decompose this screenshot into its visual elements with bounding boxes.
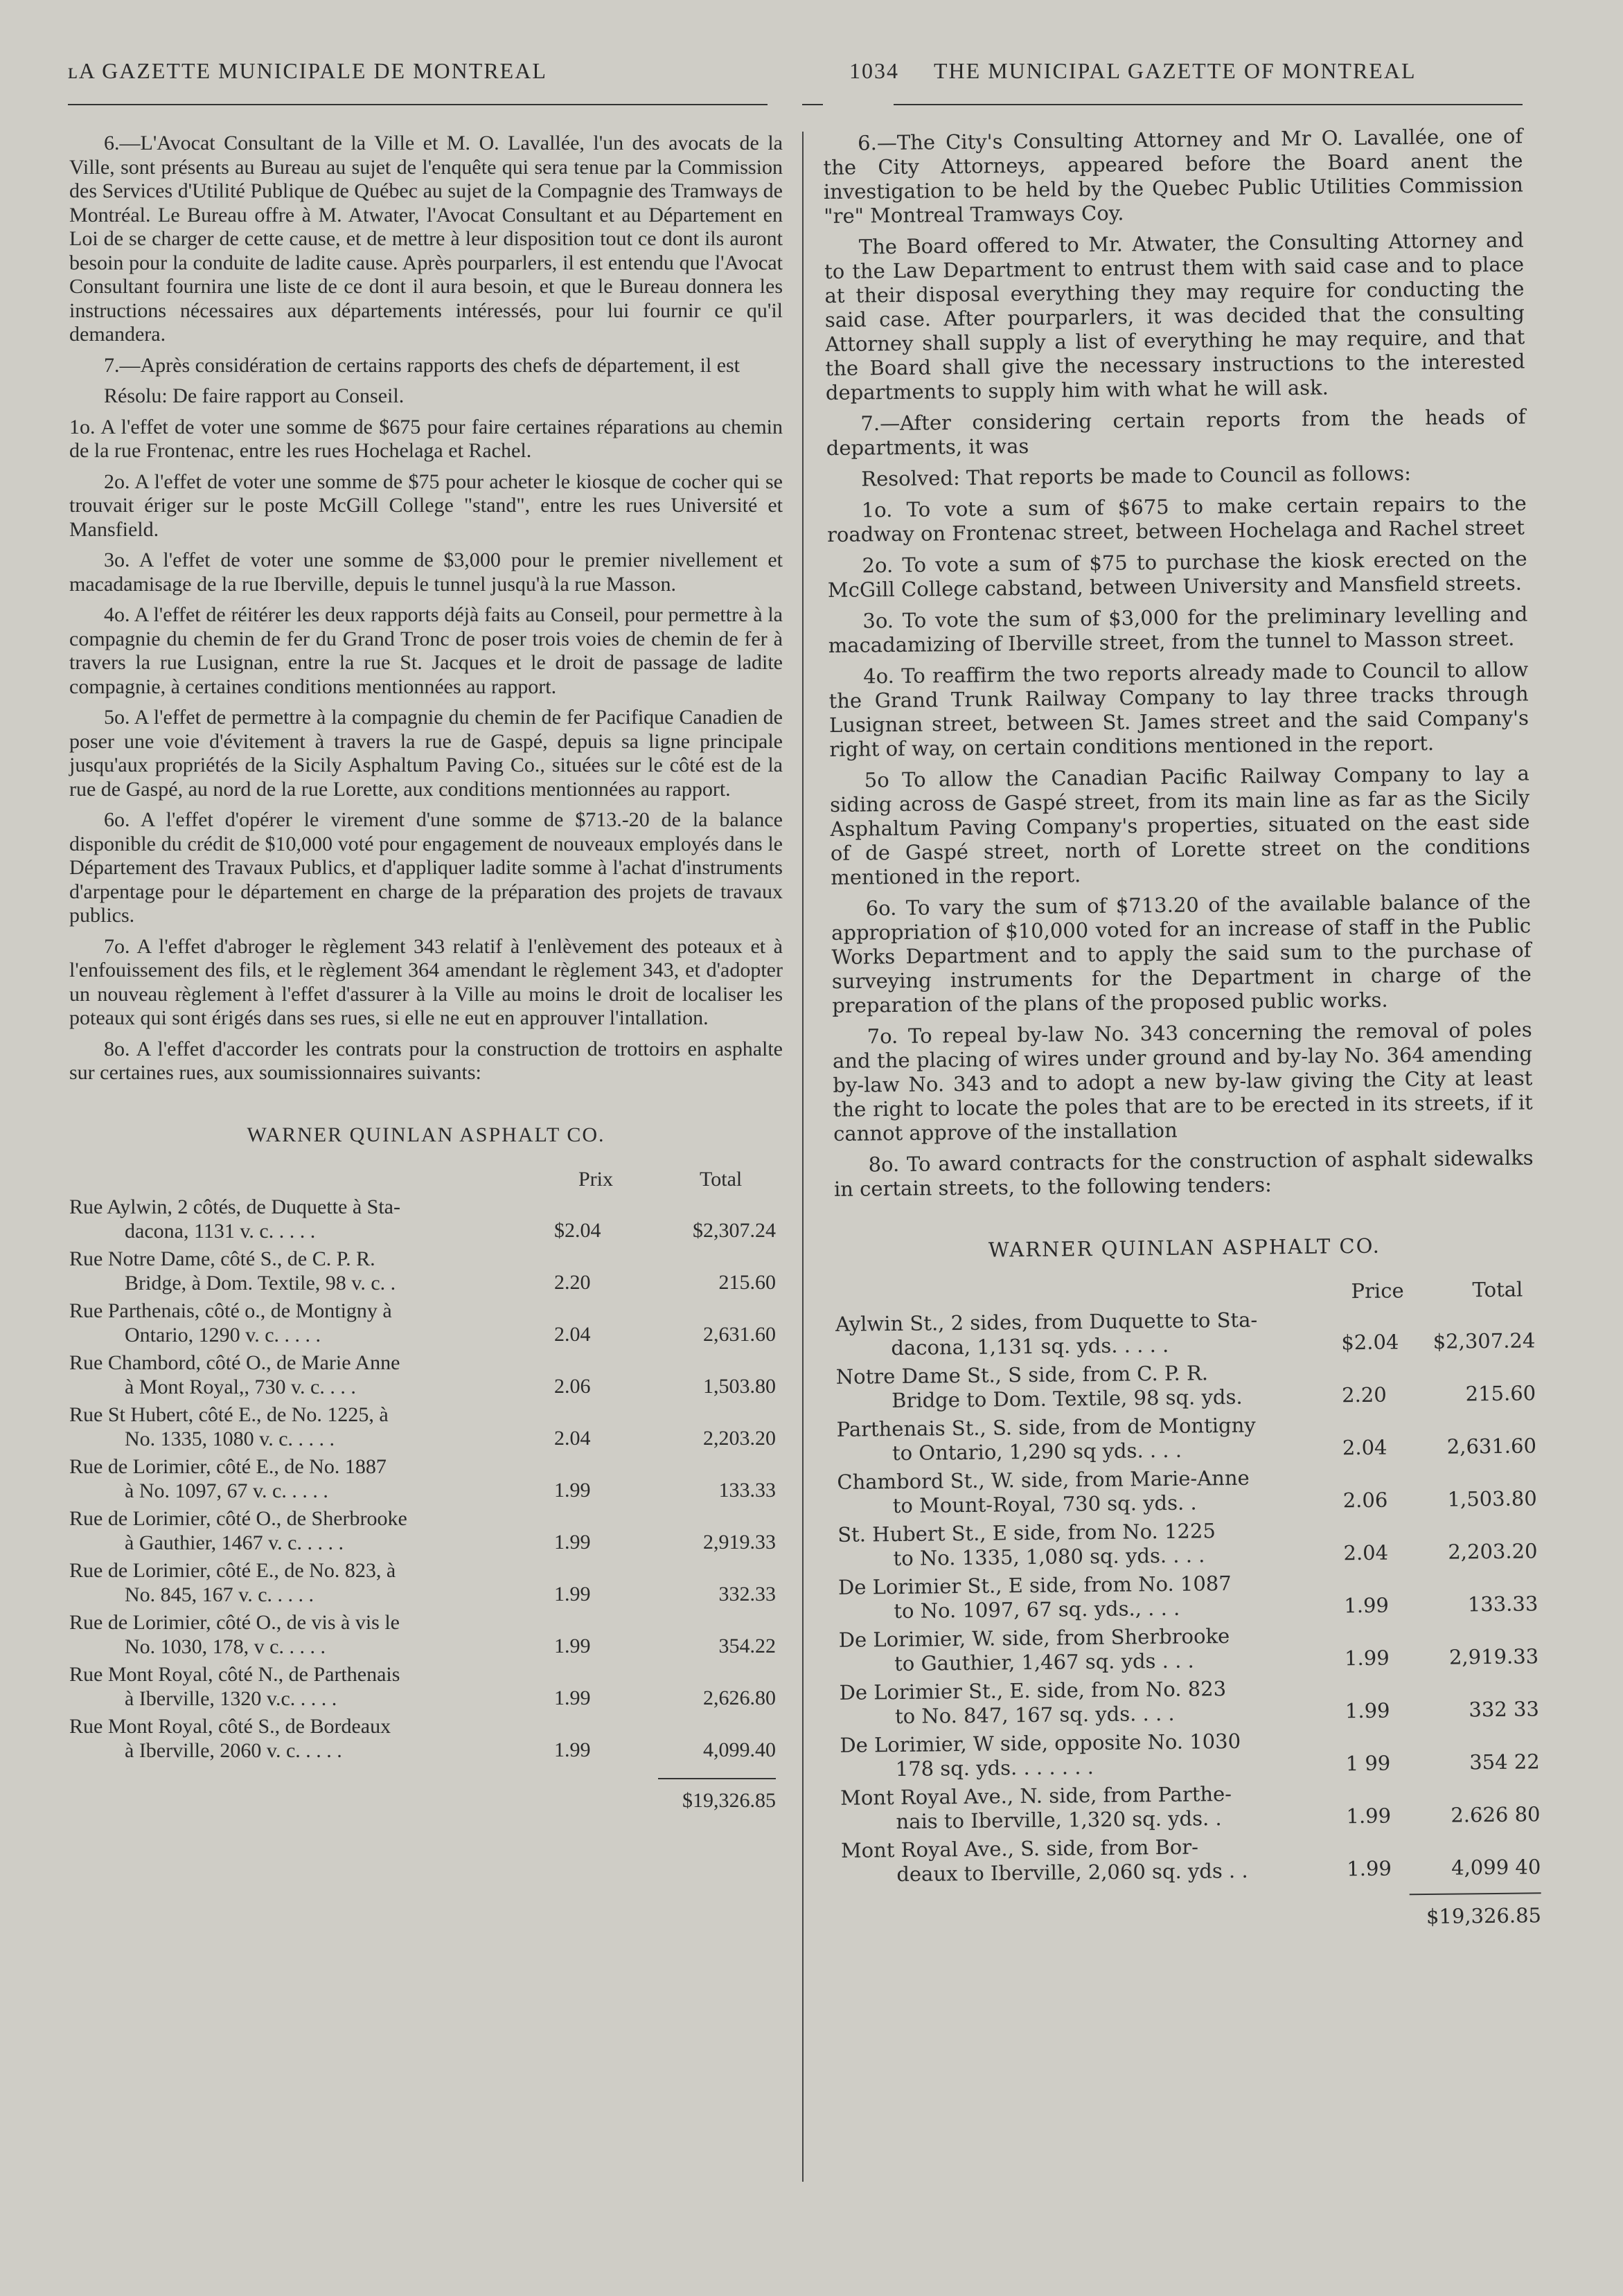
row-line-1: Rue Mont Royal, côté N., de Parthenais [69,1663,400,1686]
fr-table-title: WARNER QUINLAN ASPHALT CO. [247,1123,605,1146]
table-row [69,1403,783,1451]
table-row [69,1299,783,1347]
row-line-2: to Gauthier, 1,467 sq. yds . . . [894,1648,1194,1676]
row-line-2: Ontario, 1290 v. c. . . . . [125,1323,321,1346]
row-total: 133.33 [1467,1592,1538,1617]
fr-price-header: Prix [578,1168,614,1191]
row-total: 215.60 [718,1271,776,1294]
row-total: 2,919.33 [1448,1644,1539,1669]
table-row [841,1831,1541,1887]
row-price: 2.06 [554,1375,591,1398]
column-divider [802,132,804,2182]
row-total: 2,631.60 [703,1323,776,1346]
fr-table-header [69,1168,783,1195]
en-sum-rule [1410,1892,1541,1895]
row-total: 332 33 [1469,1697,1540,1722]
header-rule-left [68,104,768,105]
en-tender-table [835,1305,1541,1887]
french-column [69,132,783,1813]
en-total-header: Total [1472,1277,1523,1302]
table-row [69,1455,783,1503]
row-price: 2.06 [1342,1488,1388,1513]
row-line-2: to No. 1097, 67 sq. yds., . . . [894,1596,1180,1623]
en-paragraph: The Board offered to Mr. Atwater, the Consulting Attorney and to the Law Department to entrust them with said case and to place at their disposal everything they may require for conducting the said case. After pourparlers, it was decided that the consulting Attorney shall supply a list of everything he may require, and that the Board shall give the necessary instructions to the interested departments to supply him with what he will ask. [824,228,1525,404]
row-line-2: to No. 1335, 1,080 sq. yds. . . . [893,1543,1205,1571]
header-rule-right [894,104,1523,105]
fr-paragraph: Résolu: De faire rapport au Conseil. [104,384,405,407]
row-total: 354 22 [1469,1750,1540,1774]
row-price: 2.04 [554,1323,591,1346]
fr-paragraph: 2o. A l'effet de voter une somme de $75 pour acheter le kiosque de cocher qui se trouvait ériger sur le poste McGill College "stand", entre les rues Université et Mansfield. [69,470,783,541]
en-paragraph: 7o. To repeal by-law No. 343 concerning the removal of poles and the placing of wires under ground and by-lay No. 364 amending by-law No. 343 and to adopt a new by-law giving the City at least the right to locate the poles that are to be erected in its streets, if it cannot approve of the installation [832,1017,1533,1146]
en-table-title: WARNER QUINLAN ASPHALT CO. [988,1234,1381,1262]
table-row [69,1195,783,1243]
row-line-1: Mont Royal Ave., N. side, from Parthe- [840,1781,1232,1810]
row-total: 215.60 [1465,1381,1536,1406]
row-price: 1.99 [554,1479,591,1502]
table-row [839,1621,1539,1677]
row-line-1: Mont Royal Ave., S. side, from Bor- [840,1835,1199,1862]
en-grand-total: $19,326.85 [1426,1903,1542,1929]
table-row [840,1726,1540,1782]
page-number: 1034 [849,58,899,83]
row-price: 2.04 [554,1427,591,1450]
row-line-1: De Lorimier St., E side, from No. 1087 [837,1571,1232,1599]
table-row [836,1410,1536,1466]
row-line-1: Rue de Lorimier, côté O., de Sherbrooke [69,1507,407,1530]
table-row [840,1779,1541,1835]
row-line-2: to Ontario, 1,290 sq yds. . . . [892,1438,1182,1466]
row-price: 1 99 [1345,1751,1391,1776]
row-total: 4,099 40 [1451,1855,1541,1880]
en-paragraph: 4o. To reaffirm the two reports already made to Council to allow the Grand Trunk Railway Company to lay three tracks through Lusignan street, between St. James street and the said Company's right of way, on certain conditions mentioned in the report. [828,657,1529,761]
row-line-2: No. 845, 167 v. c. . . . . [125,1583,314,1606]
row-line-2: Bridge, à Dom. Textile, 98 v. c. . [125,1271,396,1294]
row-line-2: dacona, 1131 v. c. . . . . [125,1219,316,1243]
en-paragraph: 2o. To vote a sum of $75 to purchase the kiosk erected on the McGill College cabstand, between University and Mansfield streets. [827,546,1527,602]
fr-paragraph: 6.—L'Avocat Consultant de la Ville et M. O. Lavallée, l'un des avocats de la Ville, sont présents au Bureau au sujet de l'enquête qui sera tenue par la Commission des Services d'Utilité Publique de Québec au sujet de la Compagnie des Tramways de Montréal. Le Bureau offre à M. Atwater, l'Avocat Consultant et au Département en Loi de se charger de cette cause, et de mettre à leur disposition tout ce dont ils auront besoin pour la conduite de ladite cause. Après pourparlers, il est entendu que l'Avocat Consultant fournira une liste de ce dont il aura besoin, et que le Bureau donnera les instructions nécessaires aux départements intéressés, pour lui fournir ce qu'il demandera. [69,132,783,346]
row-line-1: Rue de Lorimier, côté E., de No. 823, à [69,1559,396,1582]
en-paragraph: 3o. To vote the sum of $3,000 for the preliminary levelling and macadamizing of Iberville street, from the tunnel to Masson street. [828,602,1528,657]
row-total: $2,307.24 [693,1219,776,1242]
row-total: 2,203.20 [1448,1539,1538,1564]
fr-grand-total: $19,326.85 [682,1789,776,1812]
row-total: 2,203.20 [703,1427,776,1450]
table-row [69,1559,783,1607]
row-line-2: à Iberville, 2060 v. c. . . . . [125,1738,342,1762]
table-row [69,1247,783,1295]
row-total: 4,099.40 [703,1738,776,1761]
table-row [838,1568,1538,1624]
header-rule-center [802,104,823,105]
fr-paragraph: 6o. A l'effet d'opérer le virement d'une somme de $713.-20 de la balance disponible du crédit de $10,000 voté pour engagement de nouveaux employés dans le Département des Travaux Publics, et d'appliquer ladite somme à l'achat d'instruments d'arpentage pour le département en charge de la préparation des projets de travaux publics. [69,808,783,927]
row-price: 1.99 [554,1687,591,1709]
header-french-title: ʟA GAZETTE MUNICIPALE DE MONTREAL [68,58,547,83]
row-price: $2.04 [1341,1330,1399,1355]
fr-tender-table [69,1195,783,1763]
row-line-2: nais to Iberville, 1,320 sq. yds. . [896,1806,1222,1834]
row-total: 2,919.33 [703,1531,776,1554]
fr-paragraph: 1o. A l'effet de voter une somme de $675 pour faire certaines réparations au chemin de la rue Frontenac, entre les rues Hochelaga et Rachel. [69,415,783,462]
fr-sum-rule [658,1778,776,1779]
row-line-1: Rue Parthenais, côté o., de Montigny à [69,1299,392,1322]
row-line-1: Chambord St., W. side, from Marie-Anne [837,1466,1250,1494]
en-paragraph: 6o. To vary the sum of $713.20 of the available balance of the appropriation of $10,000 voted for an increase of staff in the Public Works Department and to apply the said sum to the purchase of surveying instruments for the Department in charge of the preparation of the plans of the proposed public works. [831,889,1532,1017]
row-price: 1.99 [1344,1593,1390,1618]
row-line-2: to Mount-Royal, 730 sq. yds. . [892,1490,1197,1518]
row-line-2: No. 1030, 178, v c. . . . . [125,1635,326,1658]
table-row [835,1305,1536,1361]
row-total: 2.626 80 [1451,1802,1541,1827]
row-line-1: Rue Mont Royal, côté S., de Bordeaux [69,1715,391,1738]
fr-paragraph: 3o. A l'effet de voter une somme de $3,000 pour le premier nivellement et macadamisage de la rue Iberville, depuis le tunnel jusqu'à la rue Masson. [69,549,783,596]
row-total: 332.33 [718,1583,776,1605]
row-total: 1,503.80 [703,1375,776,1398]
english-column [823,124,1541,1934]
row-line-2: 178 sq. yds. . . . . . . [895,1755,1094,1781]
row-price: 2.04 [1342,1435,1387,1460]
row-price: 1.99 [554,1531,591,1554]
row-total: 354.22 [718,1635,776,1657]
row-price: 2.20 [1341,1382,1387,1407]
row-line-1: Rue de Lorimier, côté E., de No. 1887 [69,1455,387,1478]
row-line-1: Parthenais St., S. side, from de Montigny [836,1413,1256,1441]
en-price-header: Price [1351,1279,1404,1303]
en-paragraph: 1o. To vote a sum of $675 to make certain repairs to the roadway on Frontenac street, between Hochelaga and Rachel street [826,491,1527,546]
row-price: 1.99 [1347,1856,1392,1881]
row-line-1: Rue de Lorimier, côté O., de vis à vis le [69,1611,400,1634]
row-line-2: No. 1335, 1080 v. c. . . . . [125,1427,335,1450]
row-line-2: à Mont Royal,, 730 v. c. . . . [125,1375,356,1398]
row-price: 1.99 [554,1635,591,1657]
fr-total-header: Total [700,1168,743,1191]
row-line-1: De Lorimier St., E. side, from No. 823 [839,1677,1227,1705]
en-paragraph: Resolved: That reports be made to Council as follows: [861,461,1412,491]
row-line-1: De Lorimier, W side, opposite No. 1030 [840,1729,1241,1757]
row-price: $2.04 [554,1219,601,1242]
row-line-1: Aylwin St., 2 sides, from Duquette to Sta- [835,1308,1258,1336]
table-row [69,1611,783,1659]
table-row [839,1673,1539,1729]
row-line-2: à No. 1097, 67 v. c. . . . . [125,1479,328,1502]
row-line-2: dacona, 1,131 sq. yds. . . . . [891,1333,1169,1360]
row-line-1: De Lorimier, W. side, from Sherbrooke [838,1623,1230,1652]
table-row [836,1358,1536,1414]
row-price: 1.99 [1345,1698,1390,1723]
row-line-2: à Gauthier, 1467 v. c. . . . . [125,1531,344,1554]
row-price: 1.99 [554,1583,591,1605]
fr-paragraph: 7.—Après considération de certains rapports des chefs de département, il est [104,353,740,377]
fr-paragraph: 8o. A l'effet d'accorder les contrats pour la construction de trottoirs en asphalte sur certaines rues, aux soumissionnaires suivants: [69,1037,783,1084]
en-paragraph: 8o. To award contracts for the construction of asphalt sidewalks in certain streets, to the following tenders: [833,1146,1534,1201]
row-price: 2.04 [1343,1540,1389,1565]
row-line-1: Rue Notre Dame, côté S., de C. P. R. [69,1247,375,1270]
row-total: $2,307.24 [1433,1328,1536,1353]
header-english-title: THE MUNICIPAL GAZETTE OF MONTREAL [934,58,1417,83]
table-row [837,1515,1538,1572]
fr-paragraph: 5o. A l'effet de permettre à la compagnie du chemin de fer Pacifique Canadien de poser une voie d'évitement à travers la rue de Gaspé, depuis sa ligne principale jusqu'aux propriétés de la Sicily Asphaltum Paving Co., situées sur le côté est de la rue de Gaspé, au nord de la rue Lorette, aux conditions mentionnées au rapport. [69,706,783,801]
row-total: 133.33 [718,1479,776,1502]
row-line-2: Bridge to Dom. Textile, 98 sq. yds. [892,1385,1243,1413]
row-price: 1.99 [1346,1804,1392,1828]
row-total: 2,631.60 [1446,1434,1537,1459]
en-paragraph: 7.—After considering certain reports from the heads of departments, it was [826,404,1526,460]
row-total: 2,626.80 [703,1687,776,1709]
row-price: 2.20 [554,1271,591,1294]
table-row [69,1663,783,1711]
table-row [837,1463,1537,1519]
row-price: 1.99 [1344,1646,1390,1671]
row-line-1: Rue Aylwin, 2 côtés, de Duquette à Sta- [69,1195,400,1218]
table-row [69,1715,783,1763]
page-header [68,48,1509,90]
table-row [69,1507,783,1555]
en-paragraph: 6.—The City's Consulting Attorney and Mr O. Lavallée, one of the City Attorneys, appeared before the Board anent the investigation to be held by the Quebec Public Utilities Commission "re" Montreal Tramways Coy. [823,124,1524,228]
row-line-2: deaux to Iberville, 2,060 sq. yds . . [896,1858,1248,1887]
en-paragraph: 5o To allow the Canadian Pacific Railway Company to lay a siding across de Gaspé street, from its main line as far as the Sicily Asphaltum Paving Company's properties, situated on the east side of de Gaspé street, north of Lorette street on the conditions mentioned in the report. [830,761,1531,889]
row-line-1: Rue Chambord, côté O., de Marie Anne [69,1351,400,1374]
row-line-2: à Iberville, 1320 v.c. . . . . [125,1687,337,1710]
fr-paragraph: 4o. A l'effet de réitérer les deux rapports déjà faits au Conseil, pour permettre à la compagnie du chemin de fer du Grand Tronc de poser trois voies de chemin de fer à travers la rue Lusignan, entre la rue St. Jacques et le droit de passage de ladite compagnie, à certaines conditions mentionnées au rapport. [69,603,783,698]
row-line-1: Rue St Hubert, côté E., de No. 1225, à [69,1403,389,1426]
row-line-2: to No. 847, 167 sq. yds. . . . [894,1701,1175,1729]
table-row [69,1351,783,1399]
row-line-1: St. Hubert St., E side, from No. 1225 [837,1519,1216,1547]
row-line-1: Notre Dame St., S side, from C. P. R. [835,1361,1209,1389]
fr-paragraph: 7o. A l'effet d'abroger le règlement 343 relatif à l'enlèvement des poteaux et à l'enfouissement des fils, et le règlement 364 amendant le règlement 343, et d'adopter un nouveau règlement à l'effet d'assurer à la Ville au moins le droit de localiser les poteaux qui sont érigés dans ses rues, si elle ne eut en approuver l'intallation. [69,934,783,1029]
row-price: 1.99 [554,1738,591,1761]
row-total: 1,503.80 [1447,1486,1537,1511]
